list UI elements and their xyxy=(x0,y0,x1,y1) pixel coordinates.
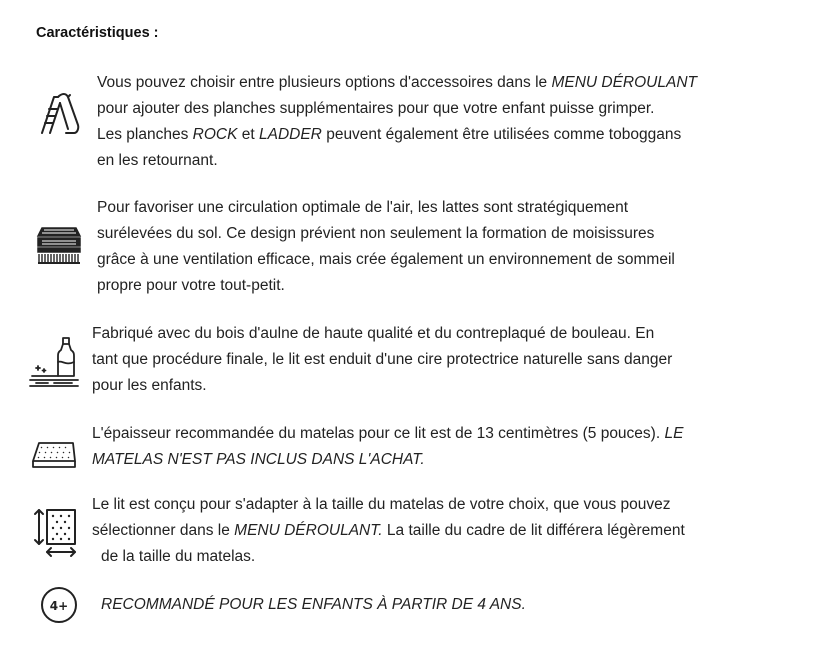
mattress-size-icon xyxy=(33,506,79,558)
feature-line: pour ajouter des planches supplémentaires pour que votre enfant puisse grimper. xyxy=(97,100,655,117)
mattress-icon xyxy=(31,441,77,469)
feature-text xyxy=(97,195,675,299)
feature-line: L'épaisseur recommandée du matelas pour ce lit est de 13 centimètres (5 pouces). LE xyxy=(92,425,684,442)
feature-line: Vous pouvez choisir entre plusieurs options d'accessoires dans le MENU DÉROULANT xyxy=(97,74,697,91)
raised-slats-icon xyxy=(36,226,82,266)
feature-line: grâce à une ventilation efficace, mais crée également un environnement de sommeil xyxy=(97,251,675,268)
age-badge-label: 4+ xyxy=(49,599,69,613)
feature-text xyxy=(92,492,685,570)
feature-line: RECOMMANDÉ POUR LES ENFANTS À PARTIR DE 4 ANS. xyxy=(101,596,526,613)
feature-line: surélevées du sol. Ce design prévient non seulement la formation de moisissures xyxy=(97,225,655,242)
feature-text xyxy=(92,421,683,473)
climbing-ramp-icon xyxy=(38,89,80,135)
feature-text xyxy=(97,70,697,174)
feature-line: MATELAS N'EST PAS INCLUS DANS L'ACHAT. xyxy=(92,451,425,468)
section-heading: Caractéristiques : xyxy=(36,25,159,41)
feature-line: Fabriqué avec du bois d'aulne de haute qualité et du contreplaqué de bouleau. En xyxy=(92,325,655,342)
feature-line: propre pour votre tout-petit. xyxy=(97,277,285,294)
feature-line: sélectionner dans le MENU DÉROULANT. La taille du cadre de lit différera légèrement xyxy=(92,522,685,539)
age-4-plus-icon xyxy=(40,586,78,624)
feature-line: Le lit est conçu pour s'adapter à la taille du matelas de votre choix, que vous pouvez xyxy=(92,496,671,513)
feature-line: tant que procédure finale, le lit est enduit d'une cire protectrice naturelle sans danger xyxy=(92,351,673,368)
feature-line: pour les enfants. xyxy=(92,377,207,394)
feature-line: Les planches ROCK et LADDER peuvent également être utilisées comme toboggans xyxy=(97,126,682,143)
feature-text xyxy=(101,592,526,618)
feature-line: en les retournant. xyxy=(97,152,218,169)
wood-wax-bottle-icon xyxy=(28,336,80,388)
feature-line: Pour favoriser une circulation optimale de l'air, les lattes sont stratégiquement xyxy=(97,199,629,216)
feature-line: de la taille du matelas. xyxy=(101,548,256,565)
feature-text xyxy=(92,321,672,399)
